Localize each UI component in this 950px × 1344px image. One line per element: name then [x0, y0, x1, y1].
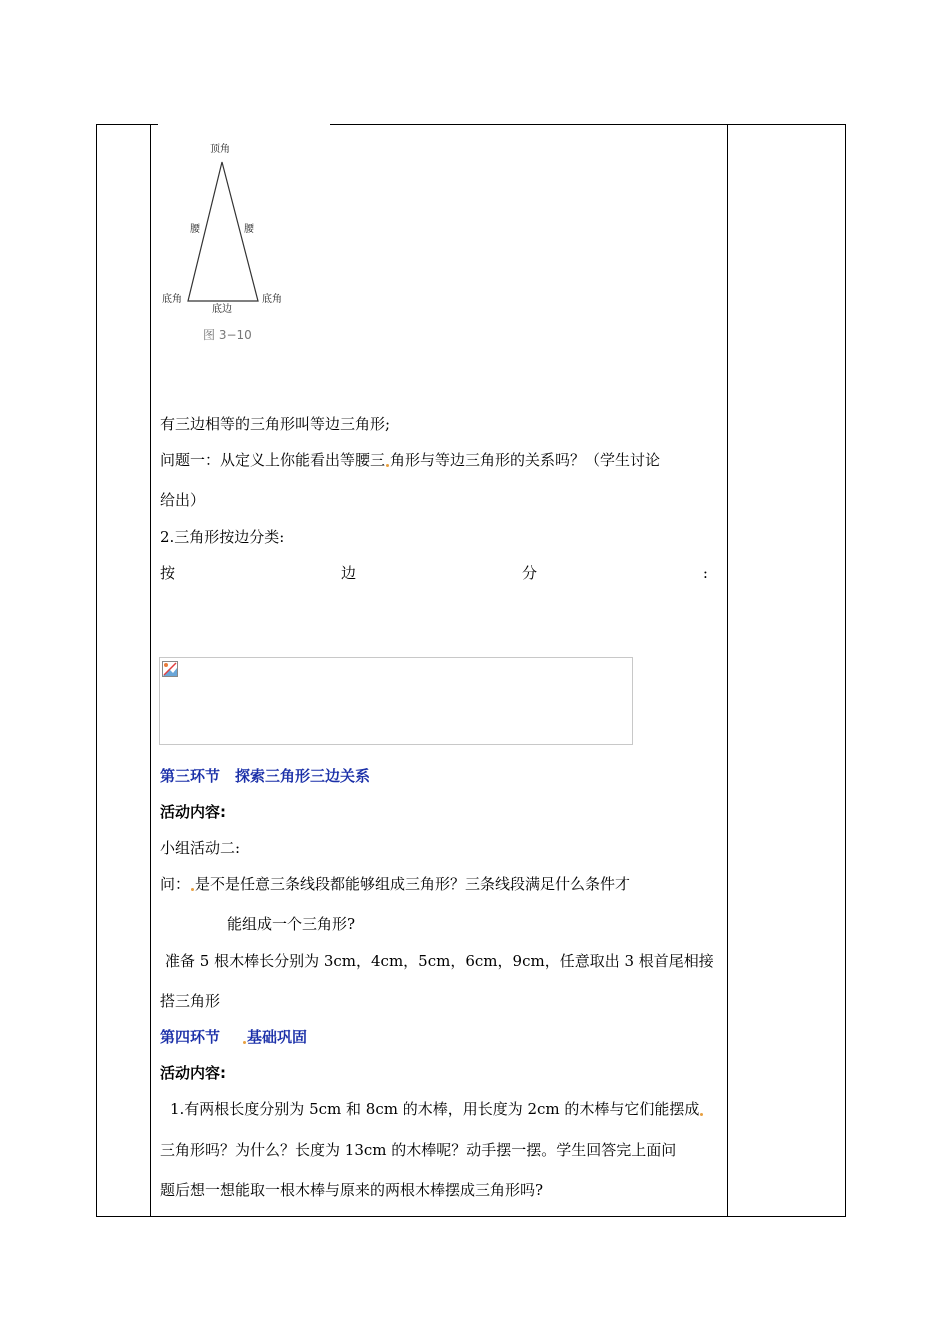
section3-activity-label: 活动内容:: [160, 803, 226, 821]
figure-caption: 图 3−10: [203, 328, 252, 342]
table-column-divider-right: [727, 124, 728, 1217]
anchor-marker: [243, 1041, 246, 1044]
table-border-top-left: [96, 124, 158, 125]
broken-image-icon: [162, 661, 178, 677]
classify-title: 2.三角形按边分类:: [160, 528, 285, 546]
table-border-right: [845, 124, 846, 1217]
figure-label-leg-left: 腰: [190, 224, 200, 235]
section4-title-b: 基础巩固: [247, 1028, 308, 1046]
exercise1-line3: 题后想一想能取一根木棒与原来的两根木棒摆成三角形吗?: [160, 1181, 544, 1199]
question1-line1-part-b: 角形与等边三角形的关系吗？（学生讨论: [390, 451, 661, 469]
group-activity-label: 小组活动二:: [160, 839, 241, 857]
question-line2: 能组成一个三角形?: [227, 915, 356, 933]
table-column-divider-left: [150, 124, 151, 1217]
prepare-line1: 准备 5 根木棒长分别为 3cm，4cm，5cm，6cm，9cm，任意取出 3 根首尾相接: [165, 952, 714, 970]
classify-char-1: 按: [160, 564, 176, 582]
image-placeholder: [159, 657, 633, 745]
figure-label-base-angle-left: 底角: [162, 294, 182, 305]
prepare-line2: 搭三角形: [160, 992, 221, 1010]
section3-title: 第三环节 探索三角形三边关系: [160, 767, 371, 785]
classify-char-3: 分: [521, 564, 537, 582]
classify-char-4: :: [702, 564, 708, 582]
question-prefix: 问: [160, 875, 176, 893]
figure-label-leg-right: 腰: [244, 224, 254, 235]
question-line1-text: 是不是任意三条线段都能够组成三角形？三条线段满足什么条件才: [195, 875, 631, 893]
classify-char-2: 边: [340, 564, 356, 582]
table-border-left: [96, 124, 97, 1217]
question1-line2: 给出）: [160, 491, 206, 509]
section4-title: [160, 1027, 307, 1047]
figure-label-base: 底边: [212, 304, 232, 315]
anchor-marker: [191, 888, 194, 891]
anchor-marker: [700, 1113, 703, 1116]
section4-activity-label: 活动内容:: [160, 1064, 226, 1082]
question1-line1-part-a: 问题一：从定义上你能看出等腰三: [160, 451, 386, 469]
classify-spread-line: [160, 563, 708, 583]
figure-label-base-angle-right: 底角: [262, 294, 282, 305]
question1-line1: [160, 450, 660, 470]
table-border-top-right: [330, 124, 846, 125]
exercise1-line2: 三角形吗？为什么？长度为 13cm 的木棒呢？动手摆一摆。学生回答完上面问: [160, 1141, 677, 1159]
table-border-bottom: [96, 1216, 846, 1217]
exercise1-line1-text: 1.有两根长度分别为 5cm 和 8cm 的木棒，用长度为 2cm 的木棒与它们能摆成: [170, 1100, 700, 1118]
anchor-marker: [386, 464, 389, 467]
equilateral-definition: 有三边相等的三角形叫等边三角形;: [160, 415, 391, 433]
question-line1: 问： 是不是任意三条线段都能够组成三角形？三条线段满足什么条件才: [160, 875, 631, 893]
figure-label-apex: 顶角: [210, 144, 230, 155]
section4-title-a: 第四环节: [160, 1028, 221, 1046]
exercise1-line1: [170, 1099, 704, 1119]
